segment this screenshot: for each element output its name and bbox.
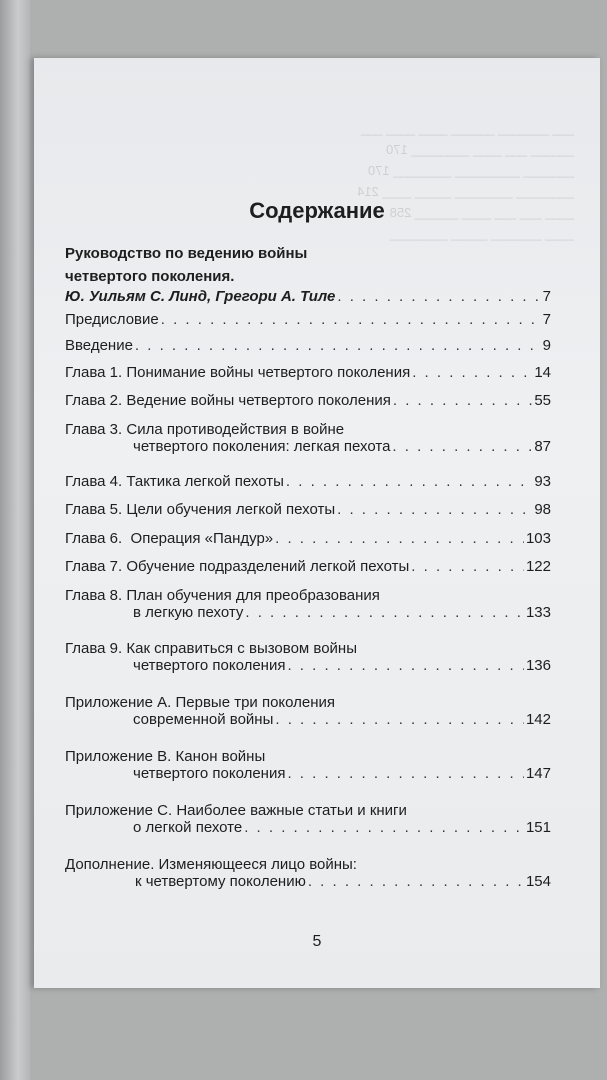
- toc-page-number: 14: [534, 364, 551, 381]
- toc-entry-appendix-a: [65, 694, 551, 728]
- leader-dots: [244, 819, 524, 836]
- show-through-text: ___ _______ ______ ____ ____ ___ ______ ___ ____ ________ 170 _______ _________ ________ 170 ________ ________ _____ ____ 214 ____ ___ ___ ____ ______ 258 ____ _______ _____ ________: [357, 121, 574, 241]
- leader-dots: [308, 873, 524, 890]
- toc-page-number: 98: [534, 501, 551, 518]
- toc-page-number: 151: [525, 819, 551, 836]
- toc-page-number: 142: [525, 711, 551, 728]
- leader-dots: [286, 473, 532, 490]
- toc-entry-label: Приложение А. Первые три поколения: [65, 694, 336, 711]
- toc-entry-chapter-6: [65, 530, 551, 547]
- toc-entry-label: Глава 3. Сила противодействия в войне: [65, 421, 345, 438]
- leader-dots: [337, 501, 532, 518]
- leader-dots: [135, 337, 541, 354]
- toc-entry-appendix-b: [65, 748, 551, 782]
- toc-page-number: 147: [525, 765, 551, 782]
- toc-entry-label: Ю. Уильям С. Линд, Грегори А. Тиле: [65, 288, 336, 305]
- toc-entry-label: Дополнение. Изменяющееся лицо войны:: [65, 856, 357, 873]
- toc-entry-label-continued: о легкой пехоте: [133, 819, 243, 836]
- toc-entry-label-continued: четвертого поколения: [133, 657, 286, 674]
- leader-dots: [161, 311, 541, 328]
- book-page: [34, 58, 600, 988]
- toc-entry-appendix-c: [65, 802, 551, 836]
- toc-entry-label: Приложение С. Наиболее важные статьи и книги: [65, 802, 407, 819]
- toc-entry-label: Предисловие: [65, 311, 159, 328]
- toc-entry-label-continued: в легкую пехоту: [133, 604, 244, 621]
- toc-page-number: 133: [525, 604, 551, 621]
- leader-dots: [287, 765, 524, 782]
- section-title-line-1: Руководство по ведению войны: [65, 245, 308, 262]
- toc-page-number: 154: [525, 873, 551, 890]
- page-number-footer: 5: [312, 933, 322, 950]
- toc-entry-chapter-4: [65, 473, 551, 490]
- toc-page-number: 9: [542, 337, 551, 354]
- toc-entry-label-continued: современной войны: [133, 711, 274, 728]
- toc-entry-label: Глава 6. Операция «Пандур»: [65, 530, 274, 547]
- toc-entry-label: Глава 4. Тактика легкой пехоты: [65, 473, 284, 490]
- toc-entry-preface: [65, 311, 551, 328]
- toc-entry-label: Глава 5. Цели обучения легкой пехоты: [65, 501, 336, 518]
- book-section-title: [65, 242, 535, 288]
- leader-dots: [412, 364, 532, 381]
- toc-entry-addendum: [65, 856, 551, 890]
- toc-entry-label-continued: четвертого поколения: [133, 765, 286, 782]
- toc-entry-chapter-3: [65, 421, 551, 455]
- leader-dots: [245, 604, 524, 621]
- toc-entry-label-continued: четвертого поколения: легкая пехота: [133, 438, 391, 455]
- leader-dots: [275, 711, 524, 728]
- toc-entry-chapter-9: [65, 640, 551, 674]
- toc-page-number: 122: [525, 558, 551, 575]
- leader-dots: [275, 530, 524, 547]
- page-title: Содержание: [249, 198, 385, 223]
- section-title-line-2: четвертого поколения.: [65, 268, 235, 285]
- toc-entry-label: Глава 7. Обучение подразделений легкой пехоты: [65, 558, 410, 575]
- toc-page-number: 7: [542, 311, 551, 328]
- toc-entry-chapter-2: [65, 392, 551, 409]
- adjacent-page-edge: [0, 0, 30, 1080]
- toc-entry-label: Глава 8. План обучения для преобразования: [65, 587, 380, 604]
- toc-page-number: 136: [525, 657, 551, 674]
- toc-entry-label: Введение: [65, 337, 133, 354]
- toc-entry-label: Глава 9. Как справиться с вызовом войны: [65, 640, 357, 657]
- toc-page-number: 93: [534, 473, 551, 490]
- toc-entry-chapter-7: [65, 558, 551, 575]
- leader-dots: [392, 438, 532, 455]
- toc-entry-label: Глава 2. Ведение войны четвертого поколения: [65, 392, 391, 409]
- toc-page-number: 87: [534, 438, 551, 455]
- leader-dots: [337, 288, 540, 305]
- toc-entry-chapter-5: [65, 501, 551, 518]
- toc-entry-chapter-8: [65, 587, 551, 621]
- toc-entry-introduction: [65, 337, 551, 354]
- toc-entry-authors: [65, 288, 551, 305]
- toc-page-number: 7: [542, 288, 551, 305]
- toc-entry-chapter-1: [65, 364, 551, 381]
- toc-page-number: 103: [525, 530, 551, 547]
- toc-entry-label: Глава 1. Понимание войны четвертого поколения: [65, 364, 411, 381]
- toc-entry-label-continued: к четвертому поколению: [135, 873, 306, 890]
- leader-dots: [287, 657, 524, 674]
- toc-page-number: 55: [534, 392, 551, 409]
- leader-dots: [411, 558, 524, 575]
- toc-entry-label: Приложение В. Канон войны: [65, 748, 266, 765]
- leader-dots: [393, 392, 532, 409]
